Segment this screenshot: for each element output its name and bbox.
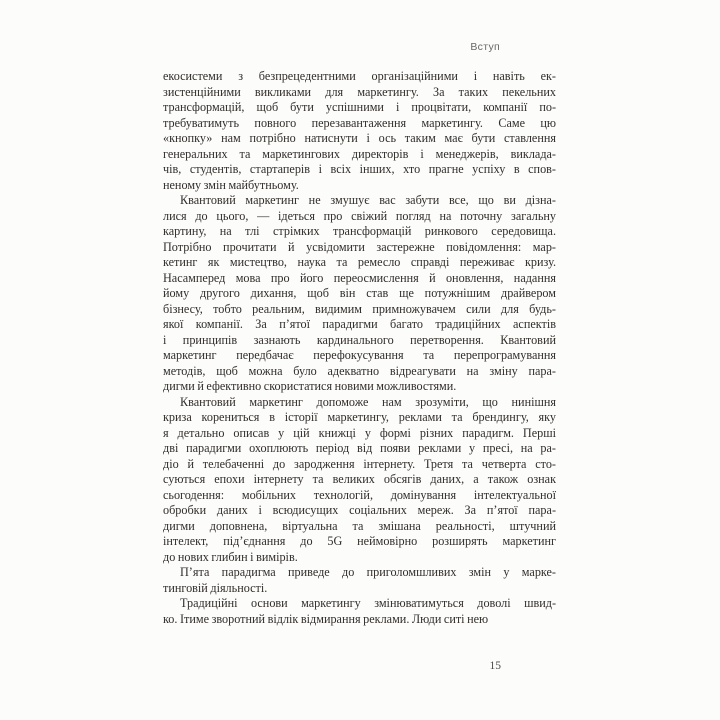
text-line: дигми й ефективно скористатися новими можливостями. bbox=[163, 379, 457, 393]
text-line: трансформацій, щоб бути успішними і процвітати, компанії по- bbox=[163, 100, 556, 114]
text-line: генеральних та маркетингових директорів і менеджерів, виклада- bbox=[163, 146, 556, 161]
text-line: «кнопку» нам потрібно натиснути і ось таким має бути ставлення bbox=[163, 131, 556, 145]
text-line: картину, на тлі стрімких трансформацій ринкового середовища. bbox=[163, 224, 556, 238]
text-line: Квантовий маркетинг не змушує вас забути все, що ви дізна- bbox=[180, 193, 556, 207]
text-line: требуватимуть повного перезавантаження маркетингу. Саме цю bbox=[163, 115, 556, 130]
text-line: тинговій діяльності. bbox=[163, 580, 268, 595]
page-text bbox=[163, 69, 556, 627]
text-line: Квантовий маркетинг допоможе нам зрозуміти, що нинішня bbox=[180, 394, 556, 409]
text-line: неному змін майбутньому. bbox=[163, 177, 299, 192]
running-head: Вступ bbox=[470, 41, 500, 53]
text-line: до нових глибин і вимірів. bbox=[163, 549, 298, 564]
page-number: 15 bbox=[489, 660, 501, 672]
text-line: лися до цього, — ідеться про свіжий погляд на поточну загальну bbox=[163, 208, 556, 223]
text-line: криза корениться в історії маркетингу, реклами та брендингу, яку bbox=[163, 410, 556, 424]
text-line: П’ята парадигма приведе до приголомшливих змін у марке- bbox=[180, 565, 556, 579]
text-line: суються епохи інтернету та великих обсягів даних, а також ознак bbox=[163, 472, 556, 486]
text-line: обробки даних і всюдисущих соціальних мереж. За п’ятої пара- bbox=[163, 503, 556, 517]
text-line: дигми доповнена, віртуальна та змішана реальності, штучний bbox=[163, 518, 556, 533]
text-line: я детально описав у цій книжці у формі різних парадигм. Перші bbox=[163, 425, 556, 440]
text-line: і принципів зазнають кардинального перетворення. Квантовий bbox=[163, 332, 556, 347]
text-line: Традиційні основи маркетингу змінюватимуться доволі швид- bbox=[180, 596, 556, 610]
text-line: маркетинг передбачає перефокусування та перепрограмування bbox=[163, 348, 556, 362]
text-line: Насамперед мова про його переосмислення й оновлення, надання bbox=[163, 270, 556, 285]
text-line: діо й телебаченні до зародження інтернету. Третя та четверта сто- bbox=[163, 456, 556, 471]
text-line: якої компанії. За п’ятої парадигми багато традиційних аспектів bbox=[163, 317, 556, 331]
text-line: методів, щоб можна було адекватно відреагувати на зміну пара- bbox=[163, 363, 556, 378]
text-line: інтелект, під’єднання до 5G неймовірно розширять маркетинг bbox=[163, 534, 556, 548]
text-line: чів, студентів, стартаперів і всіх інших, хто прагне успіху в спов- bbox=[163, 162, 556, 176]
text-line: зистенційними викликами для маркетингу. За таких пекельних bbox=[163, 84, 556, 99]
text-line: кетинг як мистецтво, наука та ремесло справді переживає кризу. bbox=[163, 255, 556, 269]
text-line: йому другого дихання, щоб він став ще потужнішим драйвером bbox=[163, 286, 556, 300]
text-line: бізнесу, тобто реальним, видимим примножувачем сили для будь- bbox=[163, 301, 556, 316]
text-line: сьогодення: мобільних технологій, домінування інтелектуальної bbox=[163, 487, 556, 502]
text-line: ко. Ітиме зворотний відлік відмирання реклами. Люди ситі нею bbox=[163, 611, 489, 626]
text-line: екосистеми з безпрецедентними організаційними і навіть ек- bbox=[163, 69, 556, 83]
text-line: Потрібно прочитати й усвідомити застережне повідомлення: мар- bbox=[163, 239, 556, 254]
text-line: дві парадигми охоплюють період від появи реклами у пресі, на ра- bbox=[163, 441, 556, 455]
